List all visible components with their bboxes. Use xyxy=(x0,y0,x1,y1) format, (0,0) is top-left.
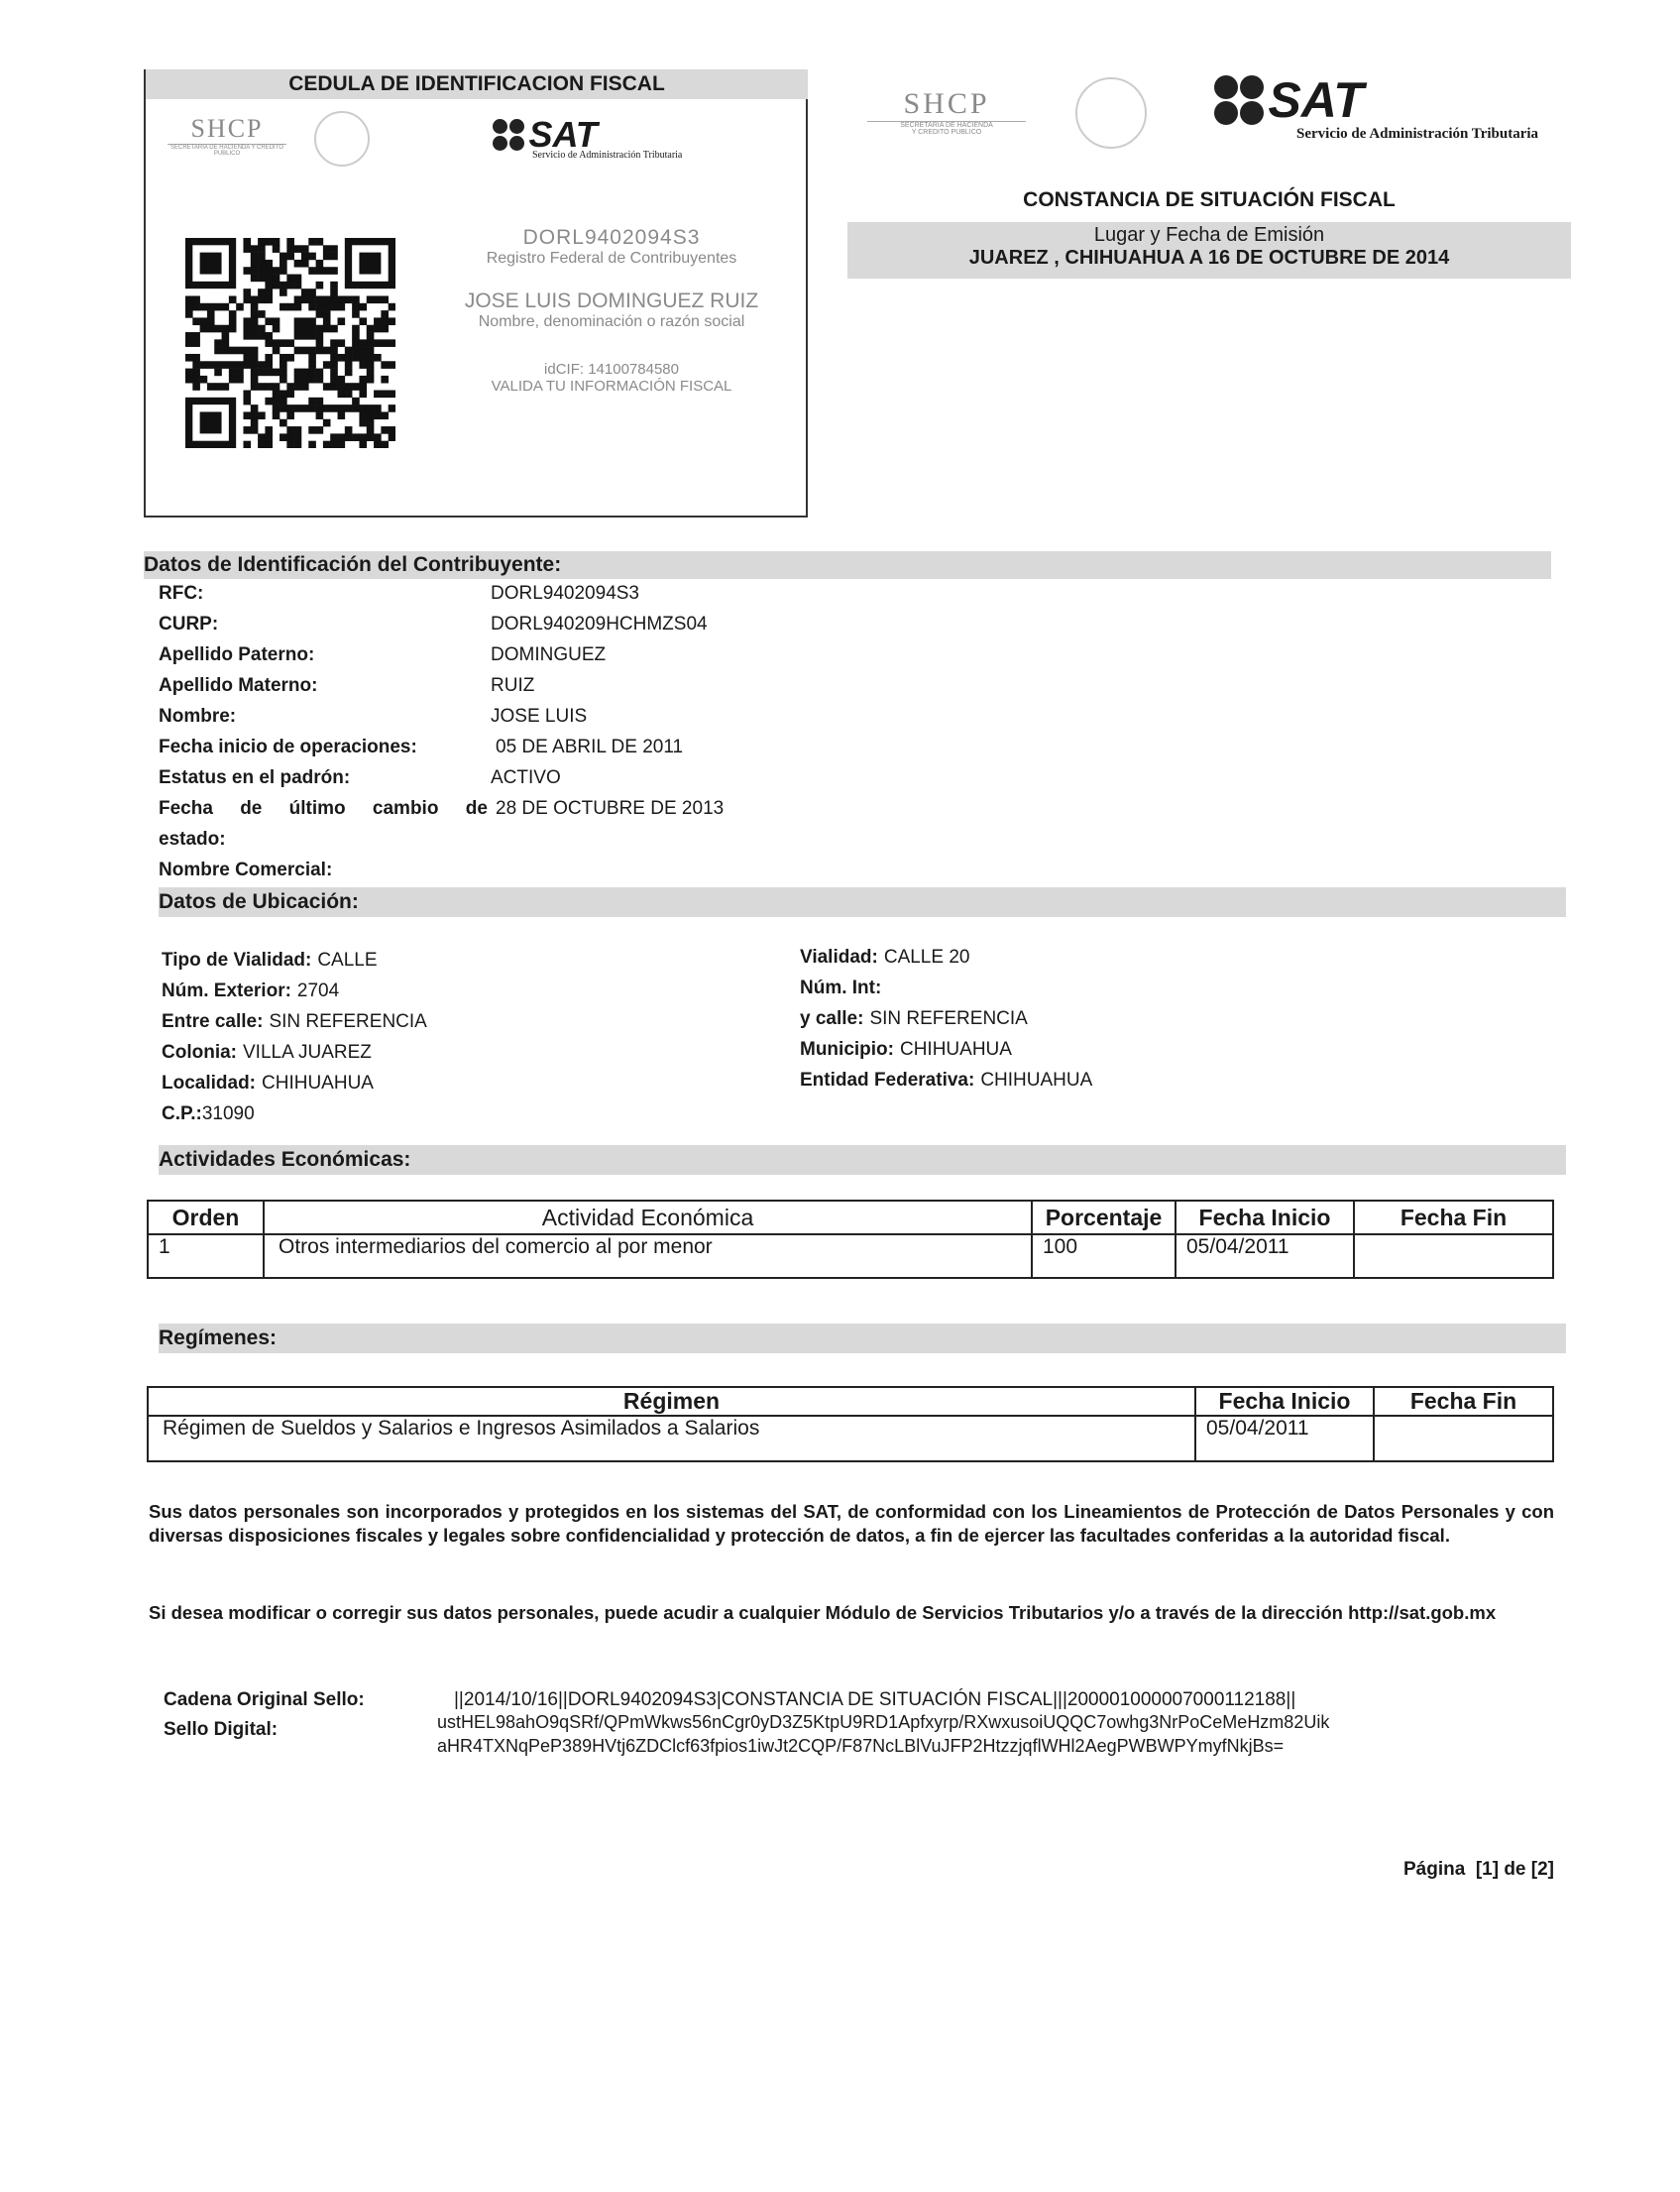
ident-label: Nombre: xyxy=(159,706,237,727)
table-cell xyxy=(1354,1234,1553,1278)
table-cell: 100 xyxy=(1032,1234,1176,1278)
ubicacion-row xyxy=(162,1011,427,1042)
ubicacion-label: Localidad: xyxy=(162,1073,257,1094)
column-header: Fecha Fin xyxy=(1374,1387,1553,1416)
column-header: Fecha Inicio xyxy=(1176,1201,1354,1234)
privacy-notice: Sus datos personales son incorporados y protegidos en los sistemas del SAT, de conformidad con los Lineamientos de Protección de Datos Personales y con diversas disposiciones fiscales y legales sobre confidencialidad y protección de datos, a fin de ejercer las facultades conferidas a la autoridad fiscal. xyxy=(149,1501,1554,1546)
ubicacion-value: CHIHUAHUA xyxy=(980,1070,1093,1091)
ident-row xyxy=(159,644,852,675)
cedula-rfc: DORL9402094S3 xyxy=(522,226,701,249)
cedula-card xyxy=(144,69,808,518)
table-row xyxy=(148,1416,1553,1461)
regimenes-table xyxy=(147,1386,1554,1462)
cedula-name-caption: Nombre, denominación o razón social xyxy=(478,313,745,330)
cedula-name: JOSE LUIS DOMINGUEZ RUIZ xyxy=(464,289,759,312)
ubicacion-label: Núm. Int: xyxy=(800,978,882,998)
column-header: Porcentaje xyxy=(1032,1201,1176,1234)
ubicacion-label: Colonia: xyxy=(162,1042,237,1063)
cedula-sat-logo: SAT Servicio de Administración Tributaria xyxy=(493,114,682,161)
ubicacion-left xyxy=(162,950,427,1134)
table-cell xyxy=(1374,1416,1553,1461)
ubicacion-value: SIN REFERENCIA xyxy=(269,1011,427,1032)
ident-row-comercial: Nombre Comercial: xyxy=(159,860,333,880)
ubicacion-row xyxy=(800,1039,1092,1070)
ubicacion-row xyxy=(162,981,427,1011)
ident-value: DOMINGUEZ xyxy=(491,644,607,665)
ident-label: Apellido Materno: xyxy=(159,675,318,696)
ubicacion-value: VILLA JUAREZ xyxy=(243,1042,372,1063)
ident-value: RUIZ xyxy=(491,675,535,696)
ubicacion-row xyxy=(162,950,427,981)
cedula-idcif: idCIF: 14100784580 xyxy=(544,361,679,378)
ident-row-cambio: Fecha de último cambio de 28 DE OCTUBRE DE 2013 estado: xyxy=(159,798,725,850)
ubicacion-label: Núm. Exterior: xyxy=(162,981,291,1001)
ident-label: CURP: xyxy=(159,614,219,635)
table-cell: 05/04/2011 xyxy=(1176,1234,1354,1278)
cedula-shcp-logo: SHCP SECRETARIA DE HACIENDA Y CREDITO PUBLICO xyxy=(168,114,286,157)
ident-value: JOSE LUIS xyxy=(491,706,588,727)
column-header: Actividad Económica xyxy=(264,1201,1032,1234)
ubicacion-label: C.P.: xyxy=(162,1103,202,1124)
lugar-fecha-box xyxy=(847,222,1571,279)
header-sat-logo: SAT Servicio de Administración Tributaria xyxy=(1214,71,1364,129)
ident-row xyxy=(159,614,852,644)
ubicacion-label: Entidad Federativa: xyxy=(800,1070,975,1091)
ident-label: Fecha inicio de operaciones: xyxy=(159,737,417,757)
ident-list xyxy=(159,583,852,890)
sat-dots-icon xyxy=(493,119,524,151)
column-header: Fecha Fin xyxy=(1354,1201,1553,1234)
column-header: Orden xyxy=(148,1201,264,1234)
ubicacion-value: CALLE 20 xyxy=(883,947,970,968)
column-header: Fecha Inicio xyxy=(1195,1387,1374,1416)
ident-row xyxy=(159,706,852,737)
cedula-title: CEDULA DE IDENTIFICACION FISCAL xyxy=(146,69,808,99)
ubicacion-value: 2704 xyxy=(296,981,340,1001)
sello-digital-line2: aHR4TXNqPeP389HVtj6ZDClcf63fpios1iwJt2CQP/F87NcLBlVuJFP2HtzzjqflWHl2AegPWBWPYmyfNkjBs= xyxy=(437,1736,1285,1756)
ident-label: Apellido Paterno: xyxy=(159,644,315,665)
cadena-label: Cadena Original Sello: xyxy=(164,1689,365,1710)
ubicacion-row xyxy=(162,1042,427,1073)
ubicacion-right xyxy=(800,947,1092,1100)
ident-value: DORL940209HCHMZS04 xyxy=(491,614,708,635)
column-header: Régimen xyxy=(148,1387,1195,1416)
ubicacion-label: y calle: xyxy=(800,1008,864,1029)
ubicacion-row xyxy=(800,1070,1092,1100)
cedula-rfc-caption: Registro Federal de Contribuyentes xyxy=(486,250,737,267)
ident-row xyxy=(159,675,852,706)
ident-row xyxy=(159,583,852,614)
ubicacion-row xyxy=(162,1073,427,1103)
ubicacion-value: 31090 xyxy=(201,1103,255,1124)
constancia-title: CONSTANCIA DE SITUACIÓN FISCAL xyxy=(1023,188,1396,211)
section-regimenes: Regímenes: xyxy=(159,1324,1566,1353)
lugar-value: JUAREZ , CHIHUAHUA A 16 DE OCTUBRE DE 2014 xyxy=(968,247,1450,269)
ubicacion-value: CALLE xyxy=(317,950,378,971)
ident-row xyxy=(159,767,852,798)
modify-notice: Si desea modificar o corregir sus datos personales, puede acudir a cualquier Módulo de Servicios Tributarios y/o a través de la dirección http://sat.gob.mx xyxy=(149,1602,1497,1623)
ubicacion-label: Entre calle: xyxy=(162,1011,264,1032)
table-cell: Otros intermediarios del comercio al por menor xyxy=(264,1234,1032,1278)
cedula-valida: VALIDA TU INFORMACIÓN FISCAL xyxy=(491,378,732,395)
header-shcp-logo: SHCP SECRETARIA DE HACIENDA Y CREDITO PUBLICO xyxy=(867,87,1026,136)
table-row xyxy=(148,1234,1553,1278)
ident-value: DORL9402094S3 xyxy=(491,583,639,604)
ubicacion-value: CHIHUAHUA xyxy=(899,1039,1012,1060)
ubicacion-value: SIN REFERENCIA xyxy=(869,1008,1028,1029)
ident-row xyxy=(159,737,852,767)
header-seal-icon xyxy=(1075,77,1147,149)
sat-dots-icon xyxy=(1214,75,1264,125)
actividades-table xyxy=(147,1200,1554,1279)
ident-value: 05 DE ABRIL DE 2011 xyxy=(496,737,684,757)
table-cell: Régimen de Sueldos y Salarios e Ingresos Asimilados a Salarios xyxy=(148,1416,1195,1461)
cedula-seal-icon xyxy=(314,111,370,167)
qr-code xyxy=(185,238,395,448)
sello-digital-label: Sello Digital: xyxy=(164,1719,279,1740)
section-ubicacion: Datos de Ubicación: xyxy=(159,887,1566,917)
ident-value: ACTIVO xyxy=(491,767,561,788)
ubicacion-value: CHIHUAHUA xyxy=(262,1073,374,1094)
ubicacion-row xyxy=(800,947,1092,978)
sello-digital-line1: ustHEL98ahO9qSRf/QPmWkws56nCgr0yD3Z5KtpU9RD1Apfxyrp/RXwxusoiUQQC7owhg3NrPoCeMeHzm82Uik xyxy=(437,1712,1330,1732)
ubicacion-row xyxy=(800,978,1092,1008)
ubicacion-label: Vialidad: xyxy=(800,947,878,968)
cadena-value: ||2014/10/16||DORL9402094S3|CONSTANCIA DE SITUACIÓN FISCAL|||200001000007000112188|| xyxy=(454,1689,1296,1710)
ubicacion-label: Municipio: xyxy=(800,1039,894,1060)
table-cell: 05/04/2011 xyxy=(1195,1416,1374,1461)
ubicacion-row xyxy=(162,1103,427,1134)
ubicacion-row xyxy=(800,1008,1092,1039)
table-cell: 1 xyxy=(148,1234,264,1278)
lugar-label: Lugar y Fecha de Emisión xyxy=(1093,224,1325,246)
page-number: Página [1] de [2] xyxy=(1402,1859,1554,1880)
section-identificacion: Datos de Identificación del Contribuyente: xyxy=(144,551,1551,579)
ubicacion-label: Tipo de Vialidad: xyxy=(162,950,312,971)
section-actividades: Actividades Económicas: xyxy=(159,1145,1566,1175)
ident-label: RFC: xyxy=(159,583,204,604)
ident-label: Estatus en el padrón: xyxy=(159,767,351,788)
